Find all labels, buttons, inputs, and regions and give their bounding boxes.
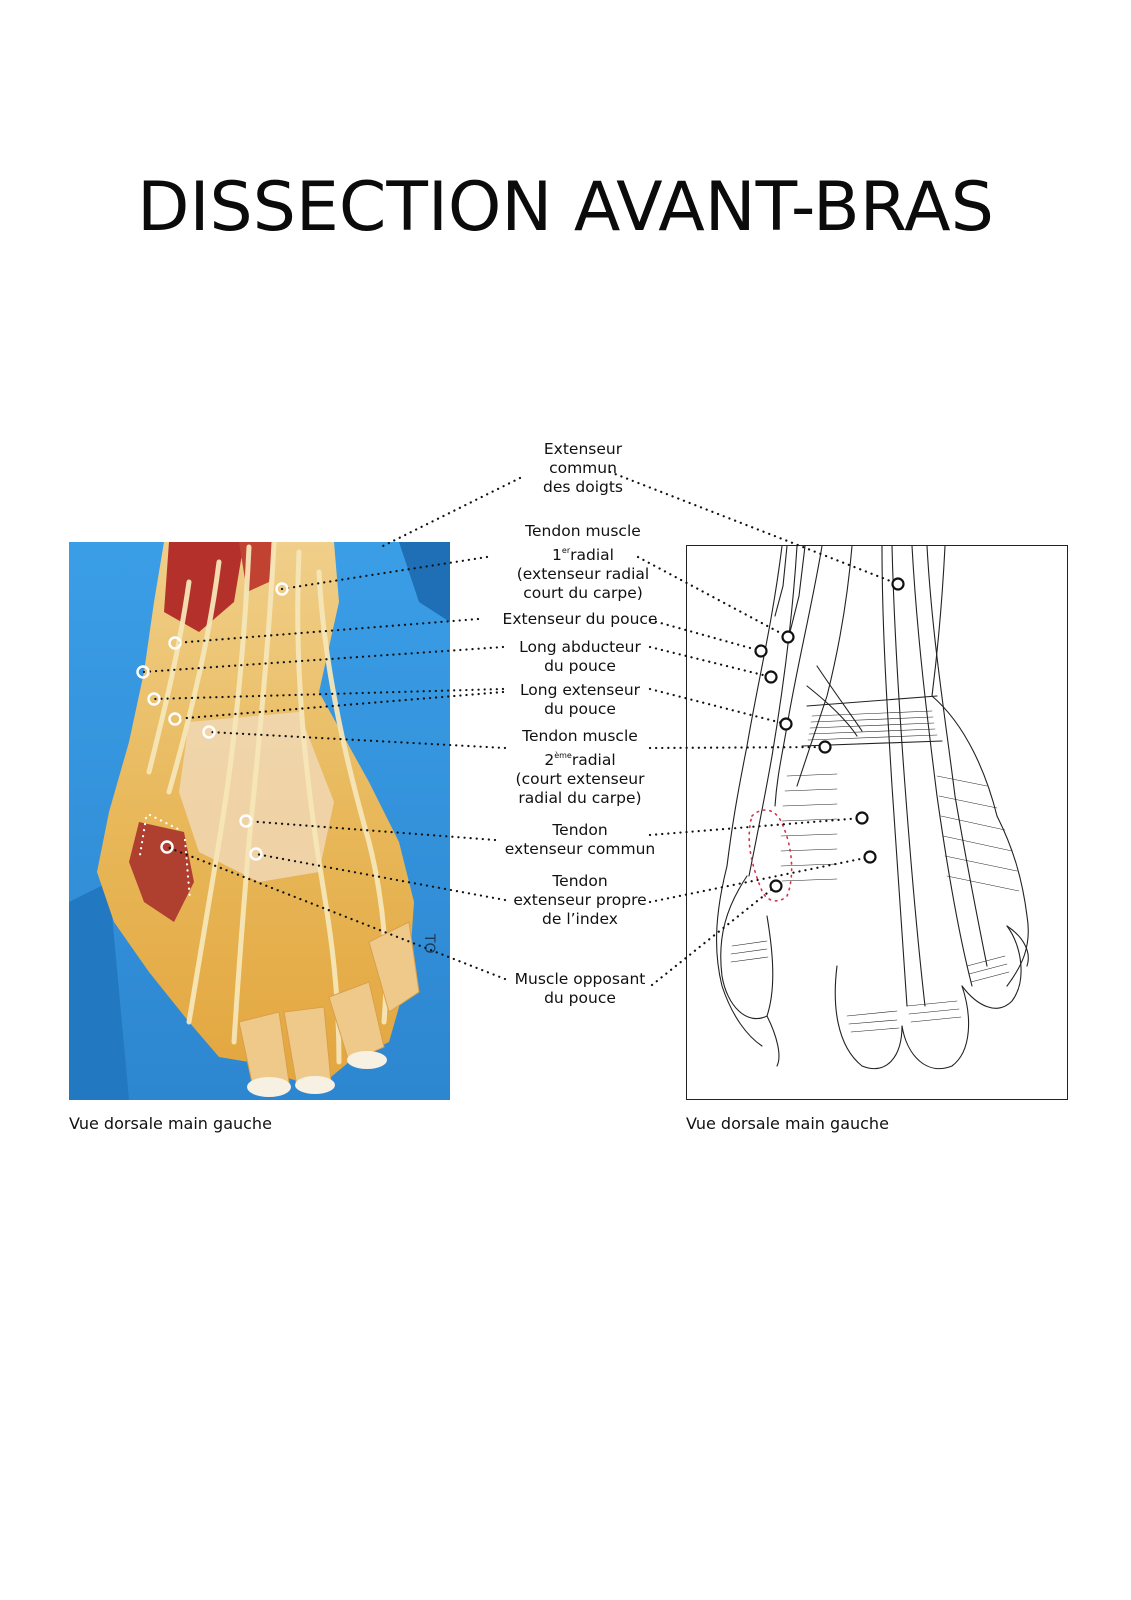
label-tendon-extenseur-commun bbox=[495, 821, 665, 859]
label-extenseur-propre-index bbox=[505, 872, 655, 929]
label-line: extenseur propre bbox=[513, 891, 647, 909]
label-line: Tendon bbox=[552, 821, 608, 839]
svg-text:TO: TO bbox=[421, 934, 437, 954]
label-line: Long abducteur bbox=[519, 638, 641, 656]
label-premier-radial bbox=[490, 522, 676, 603]
label-line: court du carpe) bbox=[523, 584, 643, 602]
label-line: Long extenseur bbox=[519, 681, 641, 699]
label-line: du pouce bbox=[544, 700, 616, 718]
label-line: (extenseur radial bbox=[516, 565, 650, 583]
label-extenseur-du-pouce bbox=[480, 610, 680, 629]
label-line: Extenseur bbox=[543, 440, 623, 458]
label-line: du pouce bbox=[544, 989, 616, 1007]
label-line: Muscle opposant bbox=[514, 970, 646, 988]
label-line: Extenseur du pouce bbox=[502, 610, 658, 628]
label-line: Tendon bbox=[552, 872, 608, 890]
label-line: du pouce bbox=[544, 657, 616, 675]
drawing-caption: Vue dorsale main gauche bbox=[686, 1114, 889, 1133]
label-line: radial du carpe) bbox=[518, 789, 642, 807]
label-line: Tendon muscle bbox=[525, 522, 641, 540]
dissection-photo-graphic bbox=[69, 542, 450, 1100]
label-line: 2èmeradial bbox=[544, 751, 616, 769]
label-line: (court extenseur bbox=[515, 770, 645, 788]
label-second-radial bbox=[495, 727, 665, 808]
label-line: Tendon muscle bbox=[522, 727, 638, 745]
label-muscle-opposant-du-pouce bbox=[505, 970, 655, 1008]
photo-caption: Vue dorsale main gauche bbox=[69, 1114, 272, 1133]
label-line: 1erradial bbox=[552, 546, 614, 564]
label-line: commun bbox=[549, 459, 617, 477]
hand-line-drawing-graphic bbox=[687, 546, 1067, 1099]
label-long-extenseur bbox=[505, 681, 655, 719]
label-extenseur-commun-des-doigts bbox=[518, 440, 648, 497]
label-line: des doigts bbox=[543, 478, 623, 496]
page-title: DISSECTION AVANT-BRAS bbox=[137, 168, 994, 247]
label-line: extenseur commun bbox=[504, 840, 656, 858]
hand-line-drawing bbox=[686, 545, 1068, 1100]
label-line: de l’index bbox=[542, 910, 618, 928]
label-long-abducteur bbox=[505, 638, 655, 676]
dissection-photo bbox=[69, 542, 450, 1100]
